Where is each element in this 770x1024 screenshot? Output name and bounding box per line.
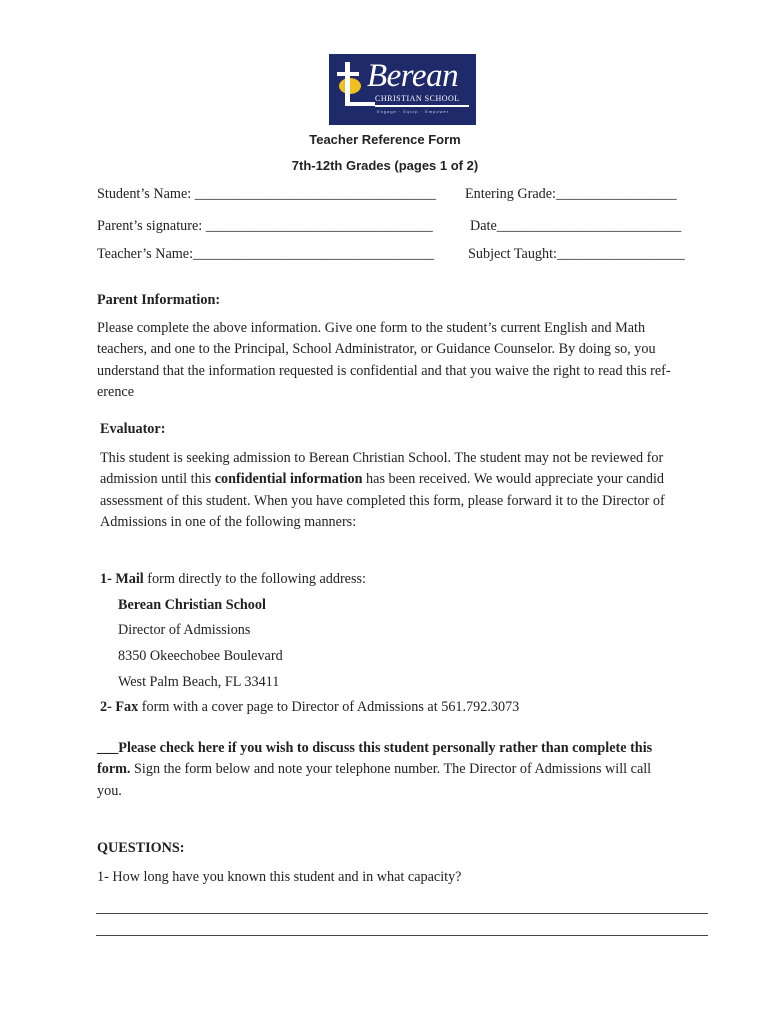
parents-signature-field[interactable]: Parent’s signature: ________________________________ <box>97 218 433 234</box>
students-name-field[interactable]: Student’s Name: __________________________________ <box>97 186 436 202</box>
entering-grade-field[interactable]: Entering Grade:_________________ <box>465 186 677 202</box>
teachers-name-field[interactable]: Teacher’s Name:__________________________________ <box>97 246 435 262</box>
address-street: 8350 Okeechobee Boulevard <box>118 648 283 664</box>
evaluator-heading: Evaluator: <box>100 421 166 437</box>
form-subtitle: 7th-12th Grades (pages 1 of 2) <box>291 158 479 173</box>
address-school-name: Berean Christian School <box>118 597 266 613</box>
discuss-checkbox-paragraph[interactable]: ___Please check here if you wish to discuss this student personally rather than complete this form. Sign the form below and note your telephone number. The Director of Admissions will call you. <box>97 740 653 799</box>
logo-tagline: Engage · Equip · Empower <box>377 109 450 114</box>
evaluator-paragraph: This student is seeking admission to Berean Christian School. The student may not be reviewed for admission until this confidential information has been received. We would appreciate your candid assessment of this student. When you have completed this form, please forward it to the Director of Admissions in one of the following manners: <box>100 450 665 530</box>
fax-option: 2- Fax form with a cover page to Director of Admissions at 561.792.3073 <box>100 699 520 715</box>
school-logo <box>329 54 476 125</box>
parent-info-paragraph: Please complete the above information. Give one form to the student’s current English and Math teachers, and one to the Principal, School Administrator, or Guidance Counselor. By doing so, you understand that the information requested is confidential and that you waive the right to read this ref- erence <box>97 320 671 400</box>
questions-heading: QUESTIONS: <box>97 840 185 856</box>
mail-option: 1- Mail form directly to the following address: <box>100 571 366 587</box>
address-city: West Palm Beach, FL 33411 <box>118 674 280 690</box>
logo-name: Berean <box>367 58 459 94</box>
address-department: Director of Admissions <box>118 622 251 638</box>
parent-info-heading: Parent Information: <box>97 292 221 308</box>
sunburst-icon <box>339 78 361 94</box>
logo-subtitle: CHRISTIAN SCHOOL <box>375 94 460 103</box>
form-title: Teacher Reference Form <box>309 132 461 147</box>
answer-line-1[interactable] <box>96 913 708 914</box>
question-1: 1- How long have you known this student and in what capacity? <box>97 869 462 885</box>
subject-taught-field[interactable]: Subject Taught:__________________ <box>468 246 685 262</box>
answer-line-2[interactable] <box>96 935 708 936</box>
date-field[interactable]: Date__________________________ <box>470 218 682 234</box>
confidential-info-text: confidential information <box>214 471 363 488</box>
cross-icon <box>345 62 350 106</box>
